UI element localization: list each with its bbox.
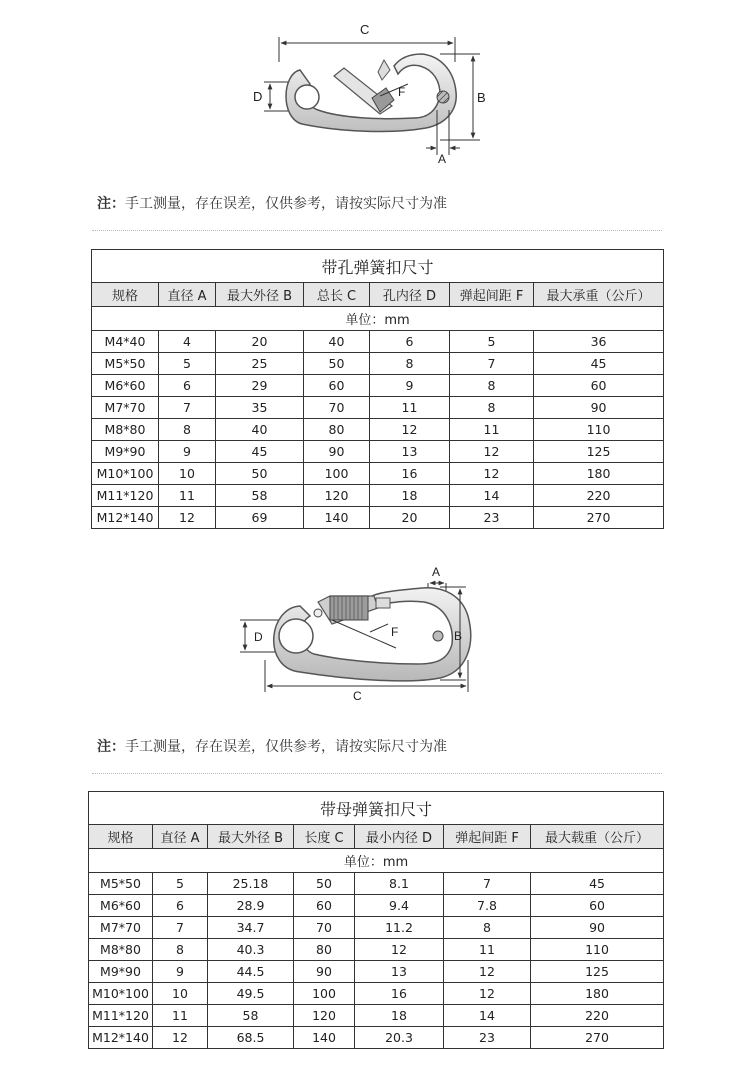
table-cell: 125 bbox=[531, 961, 664, 983]
table-cell: 90 bbox=[294, 961, 355, 983]
table-cell: 12 bbox=[159, 507, 216, 529]
table-cell: 11.2 bbox=[355, 917, 444, 939]
table-header-row bbox=[92, 283, 664, 307]
table-row bbox=[92, 507, 664, 529]
table-row bbox=[92, 331, 664, 353]
table-cell: M9*90 bbox=[89, 961, 153, 983]
table-row bbox=[92, 441, 664, 463]
table-cell: 16 bbox=[370, 463, 450, 485]
table-row bbox=[92, 485, 664, 507]
table-cell: 14 bbox=[444, 1005, 531, 1027]
table-cell: M12*140 bbox=[92, 507, 159, 529]
table-cell: 50 bbox=[304, 353, 370, 375]
column-header: 规格 bbox=[92, 283, 159, 307]
table-cell: 70 bbox=[294, 917, 355, 939]
unit-label: 单位：mm bbox=[89, 849, 664, 873]
dim2-label-c: C bbox=[353, 689, 362, 703]
table-cell: 7 bbox=[153, 917, 208, 939]
table-row bbox=[89, 917, 664, 939]
table-row bbox=[89, 939, 664, 961]
dim2-label-f: F bbox=[391, 625, 399, 639]
table-cell: 18 bbox=[355, 1005, 444, 1027]
dotted-divider bbox=[92, 230, 662, 231]
dim-label-b: B bbox=[477, 90, 486, 105]
table-cell: 5 bbox=[159, 353, 216, 375]
nut-snap-hook-size-table bbox=[88, 791, 664, 1049]
table-cell: 110 bbox=[534, 419, 664, 441]
table-row bbox=[92, 397, 664, 419]
table-cell: 25 bbox=[216, 353, 304, 375]
snap-hook-nut-diagram bbox=[232, 560, 487, 706]
table-cell: 35 bbox=[216, 397, 304, 419]
table-title: 带孔弹簧扣尺寸 bbox=[92, 250, 664, 283]
table-cell: 12 bbox=[450, 463, 534, 485]
table-row bbox=[89, 873, 664, 895]
table-cell: 9.4 bbox=[355, 895, 444, 917]
table-cell: 58 bbox=[208, 1005, 294, 1027]
table-cell: 20.3 bbox=[355, 1027, 444, 1049]
table-title-row bbox=[89, 792, 664, 825]
table-cell: M7*70 bbox=[92, 397, 159, 419]
dim2-label-a: A bbox=[432, 565, 441, 579]
table-cell: 7 bbox=[450, 353, 534, 375]
table-cell: 90 bbox=[531, 917, 664, 939]
column-header: 总长 C bbox=[304, 283, 370, 307]
table-row bbox=[89, 1027, 664, 1049]
dim-label-d: D bbox=[253, 89, 263, 104]
table-cell: 34.7 bbox=[208, 917, 294, 939]
unit-row bbox=[89, 849, 664, 873]
table-cell: 7.8 bbox=[444, 895, 531, 917]
table-cell: 12 bbox=[444, 961, 531, 983]
table-cell: 68.5 bbox=[208, 1027, 294, 1049]
table-cell: M7*70 bbox=[89, 917, 153, 939]
table-cell: 9 bbox=[159, 441, 216, 463]
dim2-label-d: D bbox=[254, 630, 263, 644]
table-cell: 8 bbox=[450, 375, 534, 397]
table-cell: M4*40 bbox=[92, 331, 159, 353]
table-cell: 60 bbox=[534, 375, 664, 397]
table-cell: 49.5 bbox=[208, 983, 294, 1005]
note-text: 手工测量，存在误差，仅供参考，请按实际尺寸为准 bbox=[125, 739, 447, 755]
table-cell: 10 bbox=[153, 983, 208, 1005]
table-cell: 12 bbox=[450, 441, 534, 463]
table-cell: 125 bbox=[534, 441, 664, 463]
measurement-note-2 bbox=[97, 736, 447, 756]
table-cell: 11 bbox=[370, 397, 450, 419]
table-cell: 120 bbox=[304, 485, 370, 507]
column-header: 最大外径 B bbox=[208, 825, 294, 849]
table-cell: 140 bbox=[304, 507, 370, 529]
column-header: 直径 A bbox=[159, 283, 216, 307]
table-cell: 8 bbox=[444, 917, 531, 939]
table-cell: 50 bbox=[216, 463, 304, 485]
measurement-note bbox=[97, 193, 447, 213]
table-row bbox=[92, 353, 664, 375]
table-row bbox=[92, 463, 664, 485]
table-cell: M8*80 bbox=[89, 939, 153, 961]
table-cell: M11*120 bbox=[89, 1005, 153, 1027]
table-cell: 70 bbox=[304, 397, 370, 419]
table-cell: 12 bbox=[444, 983, 531, 1005]
table-row bbox=[92, 419, 664, 441]
column-header: 孔内径 D bbox=[370, 283, 450, 307]
column-header: 最小内径 D bbox=[355, 825, 444, 849]
table-row bbox=[89, 983, 664, 1005]
table-cell: 69 bbox=[216, 507, 304, 529]
table-cell: 13 bbox=[370, 441, 450, 463]
table-cell: M11*120 bbox=[92, 485, 159, 507]
table-cell: 10 bbox=[159, 463, 216, 485]
table-cell: 120 bbox=[294, 1005, 355, 1027]
table-cell: 28.9 bbox=[208, 895, 294, 917]
table-cell: 60 bbox=[294, 895, 355, 917]
snap-hook-eye-diagram bbox=[250, 15, 490, 165]
eye-snap-hook-size-table bbox=[91, 249, 664, 529]
table-cell: 12 bbox=[355, 939, 444, 961]
column-header: 直径 A bbox=[153, 825, 208, 849]
table-row bbox=[89, 895, 664, 917]
table-row bbox=[92, 375, 664, 397]
table-cell: 25.18 bbox=[208, 873, 294, 895]
table-cell: 270 bbox=[531, 1027, 664, 1049]
column-header: 弹起间距 F bbox=[444, 825, 531, 849]
table-cell: 20 bbox=[216, 331, 304, 353]
column-header: 最大承重（公斤） bbox=[534, 283, 664, 307]
table-cell: 80 bbox=[294, 939, 355, 961]
table-cell: 110 bbox=[531, 939, 664, 961]
table-cell: M9*90 bbox=[92, 441, 159, 463]
table-cell: 11 bbox=[153, 1005, 208, 1027]
table-cell: 12 bbox=[153, 1027, 208, 1049]
dim2-label-b: B bbox=[454, 629, 463, 643]
table-header-row bbox=[89, 825, 664, 849]
table-cell: 40 bbox=[216, 419, 304, 441]
table-cell: 58 bbox=[216, 485, 304, 507]
table-cell: M6*60 bbox=[92, 375, 159, 397]
table-cell: 13 bbox=[355, 961, 444, 983]
table-cell: 50 bbox=[294, 873, 355, 895]
table-cell: M12*140 bbox=[89, 1027, 153, 1049]
table-cell: M6*60 bbox=[89, 895, 153, 917]
table-cell: 45 bbox=[216, 441, 304, 463]
table-cell: 23 bbox=[444, 1027, 531, 1049]
note-prefix: 注： bbox=[97, 196, 125, 212]
table-cell: 45 bbox=[534, 353, 664, 375]
column-header: 长度 C bbox=[294, 825, 355, 849]
table-cell: 8 bbox=[153, 939, 208, 961]
table-cell: 60 bbox=[531, 895, 664, 917]
table-cell: 5 bbox=[153, 873, 208, 895]
table-cell: 60 bbox=[304, 375, 370, 397]
note-text: 手工测量，存在误差，仅供参考，请按实际尺寸为准 bbox=[125, 196, 447, 212]
table-cell: 7 bbox=[444, 873, 531, 895]
table-cell: 6 bbox=[370, 331, 450, 353]
table-cell: 18 bbox=[370, 485, 450, 507]
table-cell: M8*80 bbox=[92, 419, 159, 441]
table-cell: 220 bbox=[534, 485, 664, 507]
table-cell: 23 bbox=[450, 507, 534, 529]
note-prefix: 注： bbox=[97, 739, 125, 755]
dotted-divider-2 bbox=[92, 773, 662, 774]
table-row bbox=[89, 1005, 664, 1027]
table-cell: 8 bbox=[159, 419, 216, 441]
table-cell: 11 bbox=[450, 419, 534, 441]
table-cell: 12 bbox=[370, 419, 450, 441]
table-title: 带母弹簧扣尺寸 bbox=[89, 792, 664, 825]
table-cell: 11 bbox=[444, 939, 531, 961]
table-cell: 40 bbox=[304, 331, 370, 353]
table-cell: 9 bbox=[370, 375, 450, 397]
column-header: 规格 bbox=[89, 825, 153, 849]
table-cell: 6 bbox=[153, 895, 208, 917]
table-cell: 90 bbox=[304, 441, 370, 463]
table-cell: M10*100 bbox=[92, 463, 159, 485]
column-header: 最大外径 B bbox=[216, 283, 304, 307]
table-cell: 44.5 bbox=[208, 961, 294, 983]
unit-label: 单位：mm bbox=[92, 307, 664, 331]
table-cell: 80 bbox=[304, 419, 370, 441]
table-cell: 5 bbox=[450, 331, 534, 353]
table-cell: 40.3 bbox=[208, 939, 294, 961]
table-cell: 220 bbox=[531, 1005, 664, 1027]
table-cell: 9 bbox=[153, 961, 208, 983]
table-cell: 7 bbox=[159, 397, 216, 419]
table-cell: 14 bbox=[450, 485, 534, 507]
table-cell: 4 bbox=[159, 331, 216, 353]
table-cell: M5*50 bbox=[92, 353, 159, 375]
table-cell: M5*50 bbox=[89, 873, 153, 895]
dim-label-a: A bbox=[438, 152, 447, 165]
table-cell: 8.1 bbox=[355, 873, 444, 895]
column-header: 最大载重（公斤） bbox=[531, 825, 664, 849]
table-cell: 100 bbox=[304, 463, 370, 485]
table-cell: 29 bbox=[216, 375, 304, 397]
table-cell: 16 bbox=[355, 983, 444, 1005]
dim-label-f: F bbox=[398, 85, 406, 99]
table-title-row bbox=[92, 250, 664, 283]
dim-label-c: C bbox=[360, 22, 370, 37]
table-cell: 90 bbox=[534, 397, 664, 419]
table-cell: 8 bbox=[370, 353, 450, 375]
table-cell: 36 bbox=[534, 331, 664, 353]
table-cell: 20 bbox=[370, 507, 450, 529]
unit-row bbox=[92, 307, 664, 331]
table-cell: 6 bbox=[159, 375, 216, 397]
table-cell: 180 bbox=[534, 463, 664, 485]
table-cell: 45 bbox=[531, 873, 664, 895]
table-cell: M10*100 bbox=[89, 983, 153, 1005]
table-cell: 100 bbox=[294, 983, 355, 1005]
table-cell: 180 bbox=[531, 983, 664, 1005]
table-row bbox=[89, 961, 664, 983]
table-cell: 140 bbox=[294, 1027, 355, 1049]
table-cell: 8 bbox=[450, 397, 534, 419]
table-cell: 270 bbox=[534, 507, 664, 529]
table-cell: 11 bbox=[159, 485, 216, 507]
column-header: 弹起间距 F bbox=[450, 283, 534, 307]
